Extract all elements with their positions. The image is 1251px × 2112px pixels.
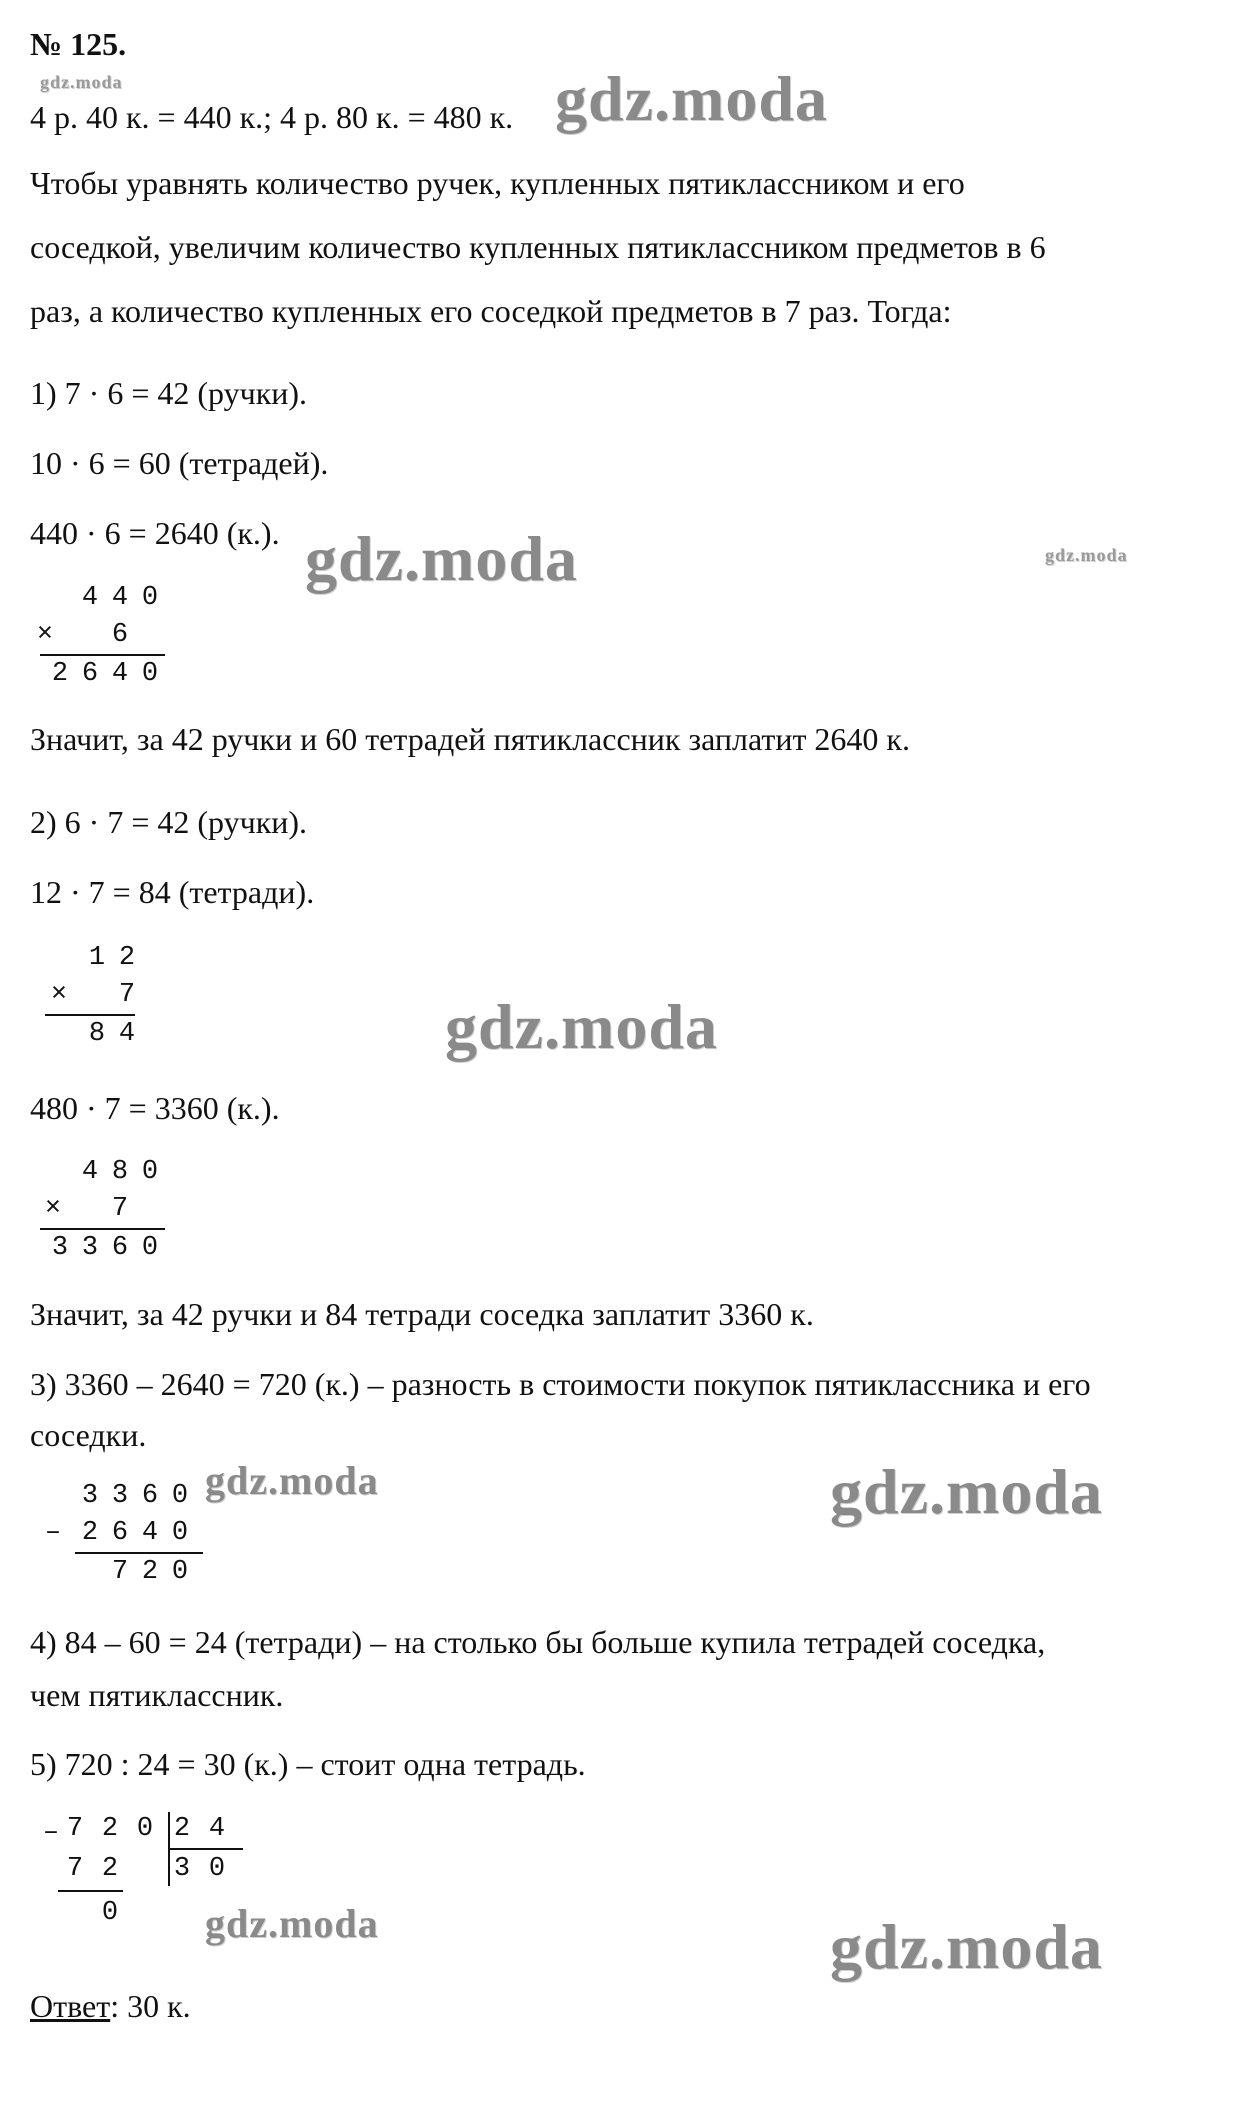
digit: 0 bbox=[141, 659, 159, 689]
mult-440x6 bbox=[30, 580, 180, 700]
watermark-text: gdz.moda bbox=[830, 1911, 1103, 1982]
divider-line bbox=[75, 1552, 203, 1554]
intro-line-2: соседкой, увеличим количество купленных пятиклассником предметов в 6 bbox=[30, 229, 1046, 265]
digit: 3 bbox=[173, 1854, 191, 1884]
digit: 2 bbox=[141, 1557, 159, 1587]
mult-12x7 bbox=[30, 940, 150, 1060]
step2-line-1: 2) 6 · 7 = 42 (ручки). bbox=[30, 804, 308, 840]
step1-line-3: 440 · 6 = 2640 (к.). bbox=[30, 515, 280, 551]
digit: 7 bbox=[66, 1854, 84, 1884]
step2-line-2: 12 · 7 = 84 (тетради). bbox=[30, 874, 315, 910]
step1-conclusion: Значит, за 42 ручки и 60 тетрадей пятиклассник заплатит 2640 к. bbox=[30, 721, 910, 757]
digit: 4 bbox=[208, 1814, 226, 1844]
digit: 4 bbox=[118, 1019, 136, 1049]
digit: 2 bbox=[101, 1814, 119, 1844]
digit: 3 bbox=[81, 1233, 99, 1263]
step2-line-3: 480 · 7 = 3360 (к.). bbox=[30, 1090, 280, 1126]
digit: 2 bbox=[51, 659, 69, 689]
digit: 0 bbox=[208, 1854, 226, 1884]
digit: 7 bbox=[66, 1814, 84, 1844]
digit: 1 bbox=[88, 943, 106, 973]
division-bracket-horizontal bbox=[168, 1848, 243, 1850]
digit: 6 bbox=[111, 620, 129, 650]
divider-line bbox=[40, 654, 165, 656]
watermark-text: gdz.moda bbox=[205, 1458, 379, 1503]
mult-480x7 bbox=[30, 1154, 180, 1274]
digit: 7 bbox=[111, 1194, 129, 1224]
divider-line bbox=[40, 1228, 165, 1230]
sub-3360-2640 bbox=[30, 1478, 210, 1598]
intro-line-3: раз, а количество купленных его соседкой предметов в 7 раз. Тогда: bbox=[30, 293, 952, 329]
digit: 0 bbox=[141, 1233, 159, 1263]
step1-line-1: 1) 7 · 6 = 42 (ручки). bbox=[30, 375, 308, 411]
watermark-text: gdz.moda bbox=[830, 1456, 1103, 1527]
digit: 6 bbox=[111, 1518, 129, 1548]
digit: 3 bbox=[81, 1481, 99, 1511]
digit: 0 bbox=[171, 1518, 189, 1548]
intro-line-1: Чтобы уравнять количество ручек, купленных пятиклассником и его bbox=[30, 165, 965, 201]
digit: 0 bbox=[171, 1557, 189, 1587]
watermark-text: gdz.moda bbox=[305, 523, 578, 594]
watermark-text: gdz.moda bbox=[1045, 545, 1128, 565]
minus-sign: – bbox=[44, 1518, 62, 1548]
step3-line-1: 3) 3360 – 2640 = 720 (к.) – разность в стоимости покупок пятиклассника и его bbox=[30, 1366, 1091, 1402]
step5-line: 5) 720 : 24 = 30 (к.) – стоит одна тетрадь. bbox=[30, 1746, 586, 1782]
digit: 0 bbox=[171, 1481, 189, 1511]
answer-line bbox=[30, 1986, 191, 2026]
digit: 2 bbox=[118, 943, 136, 973]
digit: 0 bbox=[141, 583, 159, 613]
digit: 4 bbox=[81, 1157, 99, 1187]
divider-line bbox=[58, 1890, 123, 1892]
digit: 2 bbox=[81, 1518, 99, 1548]
digit: 0 bbox=[141, 1157, 159, 1187]
problem-number: № 125. bbox=[30, 26, 127, 62]
digit: 4 bbox=[141, 1518, 159, 1548]
multiply-sign: × bbox=[36, 620, 54, 650]
digit: 6 bbox=[81, 659, 99, 689]
step1-line-2: 10 · 6 = 60 (тетрадей). bbox=[30, 445, 329, 481]
watermark-text: gdz.moda bbox=[40, 72, 123, 92]
answer-label: Ответ bbox=[30, 1988, 111, 2024]
digit: 4 bbox=[111, 583, 129, 613]
digit: 0 bbox=[101, 1898, 119, 1928]
digit: 4 bbox=[81, 583, 99, 613]
step2-conclusion: Значит, за 42 ручки и 84 тетради соседка заплатит 3360 к. bbox=[30, 1296, 814, 1332]
digit: 2 bbox=[173, 1814, 191, 1844]
multiply-sign: × bbox=[50, 980, 68, 1010]
conversion-line: 4 р. 40 к. = 440 к.; 4 р. 80 к. = 480 к. bbox=[30, 99, 514, 135]
digit: 0 bbox=[136, 1814, 154, 1844]
digit: 6 bbox=[111, 1233, 129, 1263]
minus-sign: – bbox=[42, 1818, 60, 1848]
step4-line-2: чем пятиклассник. bbox=[30, 1677, 284, 1713]
digit: 3 bbox=[51, 1233, 69, 1263]
digit: 6 bbox=[141, 1481, 159, 1511]
watermark-text: gdz.moda bbox=[445, 991, 718, 1062]
digit: 3 bbox=[111, 1481, 129, 1511]
digit: 4 bbox=[111, 659, 129, 689]
digit: 8 bbox=[111, 1157, 129, 1187]
watermark-text: gdz.moda bbox=[555, 63, 828, 134]
digit: 7 bbox=[111, 1557, 129, 1587]
watermark-text: gdz.moda bbox=[205, 1901, 379, 1946]
multiply-sign: × bbox=[44, 1194, 62, 1224]
answer-value: : 30 к. bbox=[110, 1988, 191, 2024]
step3-line-2: соседки. bbox=[30, 1417, 147, 1453]
digit: 8 bbox=[88, 1019, 106, 1049]
digit: 2 bbox=[101, 1854, 119, 1884]
divider-line bbox=[45, 1014, 135, 1016]
digit: 7 bbox=[118, 980, 136, 1010]
step4-line-1: 4) 84 – 60 = 24 (тетради) – на столько бы больше купила тетрадей соседка, bbox=[30, 1624, 1046, 1660]
